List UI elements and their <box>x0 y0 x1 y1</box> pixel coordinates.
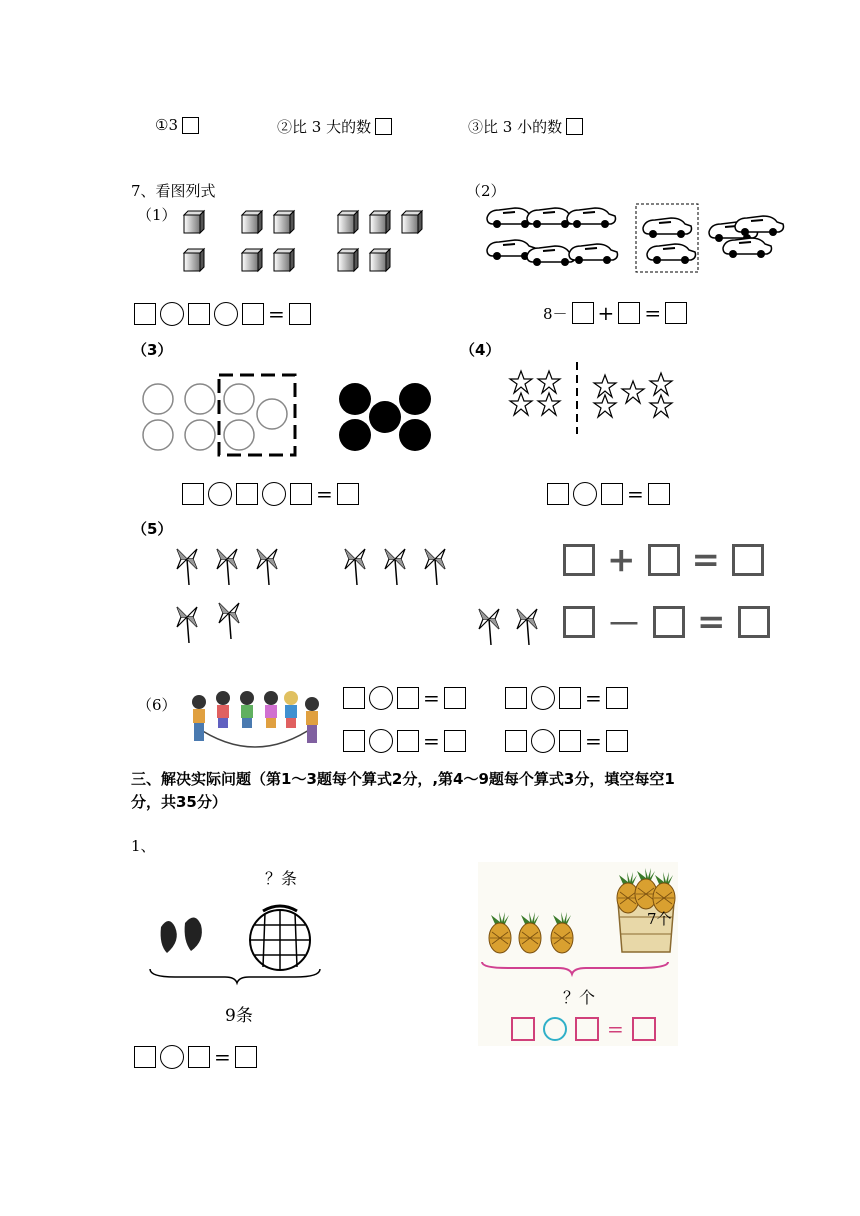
pineapple-total-label: ？个 <box>563 988 596 1007</box>
plus-sign: + <box>607 540 636 580</box>
answer-box[interactable] <box>632 1017 656 1041</box>
section7-title: 7、看图列式 <box>131 182 216 200</box>
q6-equation-3 <box>343 729 466 753</box>
answer-box[interactable] <box>732 544 764 576</box>
stars-illustration <box>505 362 705 442</box>
operator-circle[interactable] <box>262 482 286 506</box>
fish-question-label: ？条 <box>265 869 298 888</box>
answer-box[interactable] <box>397 730 419 752</box>
answer-box[interactable] <box>444 730 466 752</box>
q4-equation <box>547 482 670 506</box>
equals-sign: = <box>423 686 440 710</box>
operator-circle[interactable] <box>573 482 597 506</box>
children-jump-rope-illustration <box>185 688 325 750</box>
minus-sign: － <box>607 605 641 645</box>
answer-box[interactable] <box>653 606 685 638</box>
basket-count-label: 7个 <box>647 910 672 928</box>
equals-sign: = <box>423 729 440 753</box>
problem1-label: 1、 <box>131 837 156 855</box>
operator-circle[interactable] <box>208 482 232 506</box>
q3-equation <box>182 482 359 506</box>
circles-illustration <box>140 372 440 462</box>
answer-box[interactable] <box>337 483 359 505</box>
equals-sign: = <box>585 686 602 710</box>
answer-box[interactable] <box>188 1046 210 1068</box>
answer-box[interactable] <box>563 606 595 638</box>
plus-sign: + <box>597 301 615 325</box>
answer-box[interactable] <box>134 303 156 325</box>
operator-circle[interactable] <box>369 729 393 753</box>
header-item-3 <box>468 116 583 137</box>
equals-sign: = <box>607 1017 624 1041</box>
answer-box[interactable] <box>738 606 770 638</box>
q6-equation-1 <box>343 686 466 710</box>
answer-box[interactable] <box>235 1046 257 1068</box>
answer-box[interactable] <box>601 483 623 505</box>
answer-box[interactable] <box>559 730 581 752</box>
q2-label: （2） <box>466 182 506 200</box>
header-item-1 <box>155 116 199 134</box>
q6-equation-2 <box>505 686 628 710</box>
operator-circle[interactable] <box>160 1045 184 1069</box>
answer-box[interactable] <box>505 730 527 752</box>
answer-box[interactable] <box>444 687 466 709</box>
answer-box[interactable] <box>547 483 569 505</box>
operator-circle[interactable] <box>214 302 238 326</box>
answer-box[interactable] <box>397 687 419 709</box>
q1-label: （1） <box>137 206 177 224</box>
header-item-2 <box>277 116 392 137</box>
answer-box[interactable] <box>182 117 199 134</box>
answer-box[interactable] <box>572 302 594 324</box>
answer-box[interactable] <box>566 118 583 135</box>
operator-circle[interactable] <box>369 686 393 710</box>
equals-sign: = <box>316 482 333 506</box>
equals-sign: = <box>585 729 602 753</box>
equals-sign: = <box>214 1045 231 1069</box>
answer-box[interactable] <box>618 302 640 324</box>
answer-box[interactable] <box>182 483 204 505</box>
answer-box[interactable] <box>343 730 365 752</box>
section3-title-line2: 分，共35分） <box>131 793 227 811</box>
operator-circle[interactable] <box>160 302 184 326</box>
section3-title-line1: 三、解决实际问题（第1～3题每个算式2分，,第4～9题每个算式3分，填空每空1 <box>131 770 675 788</box>
q6-label: （6） <box>137 696 177 714</box>
answer-box[interactable] <box>511 1017 535 1041</box>
operator-circle[interactable] <box>543 1017 567 1041</box>
cubes-illustration <box>178 205 438 280</box>
answer-box[interactable] <box>505 687 527 709</box>
answer-box[interactable] <box>575 1017 599 1041</box>
cars-illustration <box>485 200 785 280</box>
fish-total-label: 9条 <box>225 1006 253 1026</box>
q5-equation-add <box>563 540 764 580</box>
answer-box[interactable] <box>290 483 312 505</box>
equals-sign: = <box>268 302 285 326</box>
q5-label: （5） <box>132 520 173 538</box>
q2-prefix: 8－ <box>543 304 568 323</box>
answer-box[interactable] <box>563 544 595 576</box>
answer-box[interactable] <box>648 544 680 576</box>
q3-label: （3） <box>132 341 173 359</box>
pinwheels-illustration <box>175 545 555 645</box>
answer-box[interactable] <box>188 303 210 325</box>
operator-circle[interactable] <box>531 729 555 753</box>
q1-equation <box>134 302 311 326</box>
problem1-pineapple-equation <box>511 1017 656 1041</box>
q5-equation-sub <box>563 597 770 646</box>
answer-box[interactable] <box>606 730 628 752</box>
answer-box[interactable] <box>343 687 365 709</box>
answer-box[interactable] <box>236 483 258 505</box>
equals-sign: = <box>644 301 662 325</box>
equals-sign: = <box>691 540 720 580</box>
header-item-2-label: ②比 3 大的数 <box>277 118 372 136</box>
answer-box[interactable] <box>134 1046 156 1068</box>
equals-sign: = <box>627 482 644 506</box>
equals-sign: = <box>697 601 726 642</box>
answer-box[interactable] <box>559 687 581 709</box>
answer-box[interactable] <box>289 303 311 325</box>
answer-box[interactable] <box>375 118 392 135</box>
q6-equation-4 <box>505 729 628 753</box>
answer-box[interactable] <box>665 302 687 324</box>
header-item-1-label: ①3 <box>155 116 178 134</box>
problem1-fish-equation <box>134 1045 257 1069</box>
header-item-3-label: ③比 3 小的数 <box>468 118 563 136</box>
operator-circle[interactable] <box>531 686 555 710</box>
answer-box[interactable] <box>606 687 628 709</box>
q4-label: （4） <box>460 341 501 359</box>
q2-equation <box>543 302 687 324</box>
fish-jar-illustration <box>145 865 325 995</box>
answer-box[interactable] <box>648 483 670 505</box>
answer-box[interactable] <box>242 303 264 325</box>
